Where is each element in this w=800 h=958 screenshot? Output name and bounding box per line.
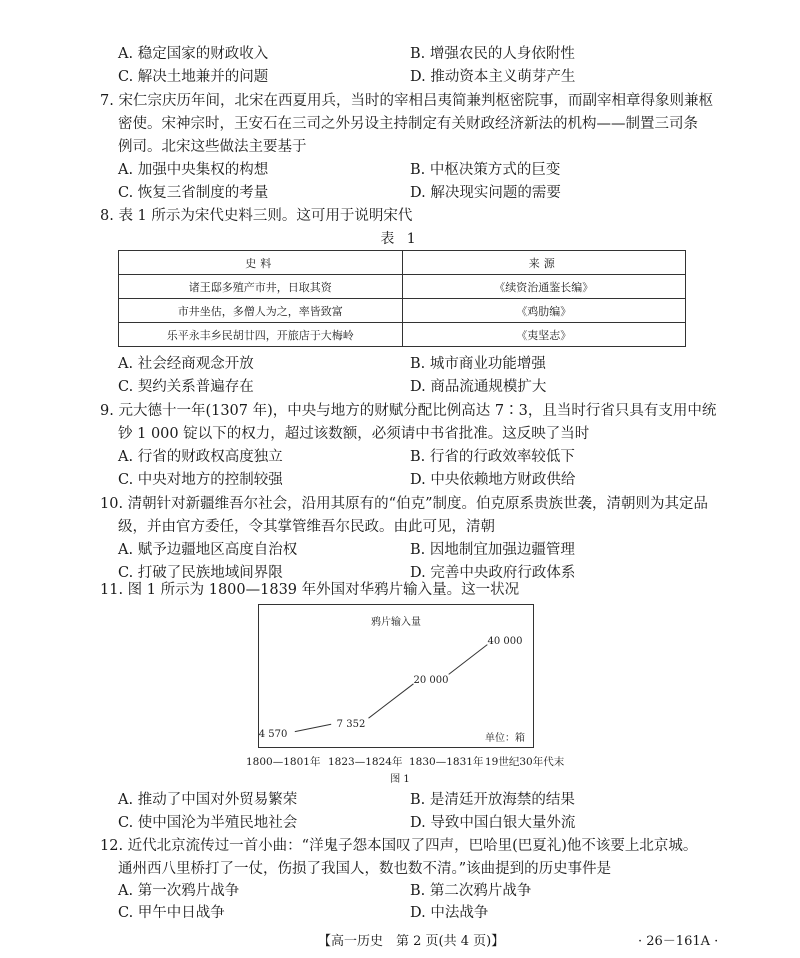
series-segment (295, 724, 331, 731)
figure-caption: 图 1 (390, 774, 410, 785)
q12-option-b: B. 第二次鸦片战争 (410, 883, 532, 899)
table-row (119, 299, 686, 323)
q10-option-b: B. 因地制宜加强边疆管理 (410, 542, 575, 558)
q9-stem-line-2: 钞 1 000 锭以下的权力，超过该数额，必须请中书省批准。这反映了当时 (118, 426, 590, 442)
x-tick-label: 19世纪30年代末 (485, 756, 565, 768)
q7-stem-line-3: 例司。北宋这些做法主要基于 (118, 139, 307, 155)
table-header-origin: 来源 (402, 251, 686, 275)
page-footer: 【高一历史 第 2 页(共 4 页)】 (318, 934, 505, 949)
prev-option-d: D. 推动资本主义萌芽产生 (410, 69, 576, 85)
q9-option-c: C. 中央对地方的控制较强 (118, 472, 283, 488)
q8-option-b: B. 城市商业功能增强 (410, 356, 546, 372)
q7-stem-line-2: 密使。宋神宗时，王安石在三司之外另设主持制定有关财政经济新法的机构——制置三司条 (118, 116, 698, 132)
q10-stem-line-1: 10. 清朝针对新疆维吾尔社会，沿用其原有的“伯克”制度。伯克原系贵族世袭，清朝则为其定品 (100, 496, 708, 512)
table-cell: 《夷坚志》 (402, 323, 686, 347)
data-label: 7 352 (336, 719, 366, 730)
chart-plot (259, 605, 533, 747)
q7-stem-line-1: 7. 宋仁宗庆历年间，北宋在西夏用兵，当时的宰相吕夷简兼判枢密院事，而副宰相章得象则兼枢 (100, 93, 713, 109)
q12-stem-line-2: 通州西八里桥打了一仗，伤损了我国人，数也数不清。”该曲提到的历史事件是 (118, 861, 612, 877)
table-header-source-text: 史料 (119, 251, 403, 275)
unit-label: 单位：箱 (485, 733, 525, 744)
q9-option-a: A. 行省的财政权高度独立 (118, 449, 283, 465)
q11-option-b: B. 是清廷开放海禁的结果 (410, 792, 575, 808)
table-caption: 表 1 (380, 231, 420, 247)
x-tick-label: 1800—1801年 (246, 756, 321, 768)
table-cell: 《续资治通鉴长编》 (402, 275, 686, 299)
x-tick-label: 1823—1824年 (328, 756, 403, 768)
q12-option-d: D. 中法战争 (410, 905, 489, 921)
prev-option-a: A. 稳定国家的财政收入 (118, 46, 269, 62)
exam-code: · 26－161A · (638, 934, 719, 949)
q12-option-c: C. 甲午中日战争 (118, 905, 225, 921)
q7-option-c: C. 恢复三省制度的考量 (118, 185, 269, 201)
q7-option-d: D. 解决现实问题的需要 (410, 185, 561, 201)
table-row (119, 275, 686, 299)
opium-chart (258, 604, 534, 748)
q12-option-a: A. 第一次鸦片战争 (118, 883, 240, 899)
table-cell: 市井坐估，多僧人为之，率皆致富 (119, 299, 403, 323)
table-header-row (119, 251, 686, 275)
prev-option-c: C. 解决土地兼并的问题 (118, 69, 269, 85)
q11-option-c: C. 使中国沦为半殖民地社会 (118, 815, 298, 831)
table-cell: 诸王邸多殖产市井，日取其资 (119, 275, 403, 299)
series-segment (449, 645, 488, 675)
q11-option-d: D. 导致中国白银大量外流 (410, 815, 576, 831)
q7-option-a: A. 加强中央集权的构想 (118, 162, 269, 178)
data-label: 20 000 (413, 675, 449, 686)
source-table (118, 250, 686, 347)
q12-stem-line-1: 12. 近代北京流传过一首小曲：“洋鬼子怨本国叹了四声，巴哈里(巴夏礼)他不该要上北京城。 (100, 838, 698, 854)
q8-option-c: C. 契约关系普遍存在 (118, 379, 254, 395)
q10-option-a: A. 赋予边疆地区高度自治权 (118, 542, 298, 558)
data-label: 4 570 (259, 729, 288, 740)
q9-option-b: B. 行省的行政效率较低下 (410, 449, 575, 465)
q10-stem-line-2: 级，并由官方委任，令其掌管维吾尔民政。由此可见，清朝 (118, 519, 495, 535)
q8-option-d: D. 商品流通规模扩大 (410, 379, 547, 395)
table-cell: 《鸡肋编》 (402, 299, 686, 323)
table-row (119, 323, 686, 347)
q10-option-c: C. 打破了民族地域间界限 (118, 565, 283, 581)
q8-stem: 8. 表 1 所示为宋代史料三则。这可用于说明宋代 (100, 208, 413, 224)
table-cell: 乐平永丰乡民胡廿四，开旅店于大梅岭 (119, 323, 403, 347)
series-segment (369, 684, 414, 718)
data-label: 40 000 (487, 636, 523, 647)
chart-title: 鸦片输入量 (371, 617, 421, 628)
q10-option-d: D. 完善中央政府行政体系 (410, 565, 576, 581)
q9-option-d: D. 中央依赖地方财政供给 (410, 472, 576, 488)
q11-stem: 11. 图 1 所示为 1800—1839 年外国对华鸦片输入量。这一状况 (100, 582, 520, 598)
q7-option-b: B. 中枢决策方式的巨变 (410, 162, 561, 178)
q11-option-a: A. 推动了中国对外贸易繁荣 (118, 792, 298, 808)
q9-stem-line-1: 9. 元大德十一年(1307 年)，中央与地方的财赋分配比例高达 7∶3，且当时行省只具有支用中统 (100, 403, 717, 419)
x-tick-label: 1830—1831年 (409, 756, 484, 768)
prev-option-b: B. 增强农民的人身依附性 (410, 46, 575, 62)
q8-option-a: A. 社会经商观念开放 (118, 356, 254, 372)
